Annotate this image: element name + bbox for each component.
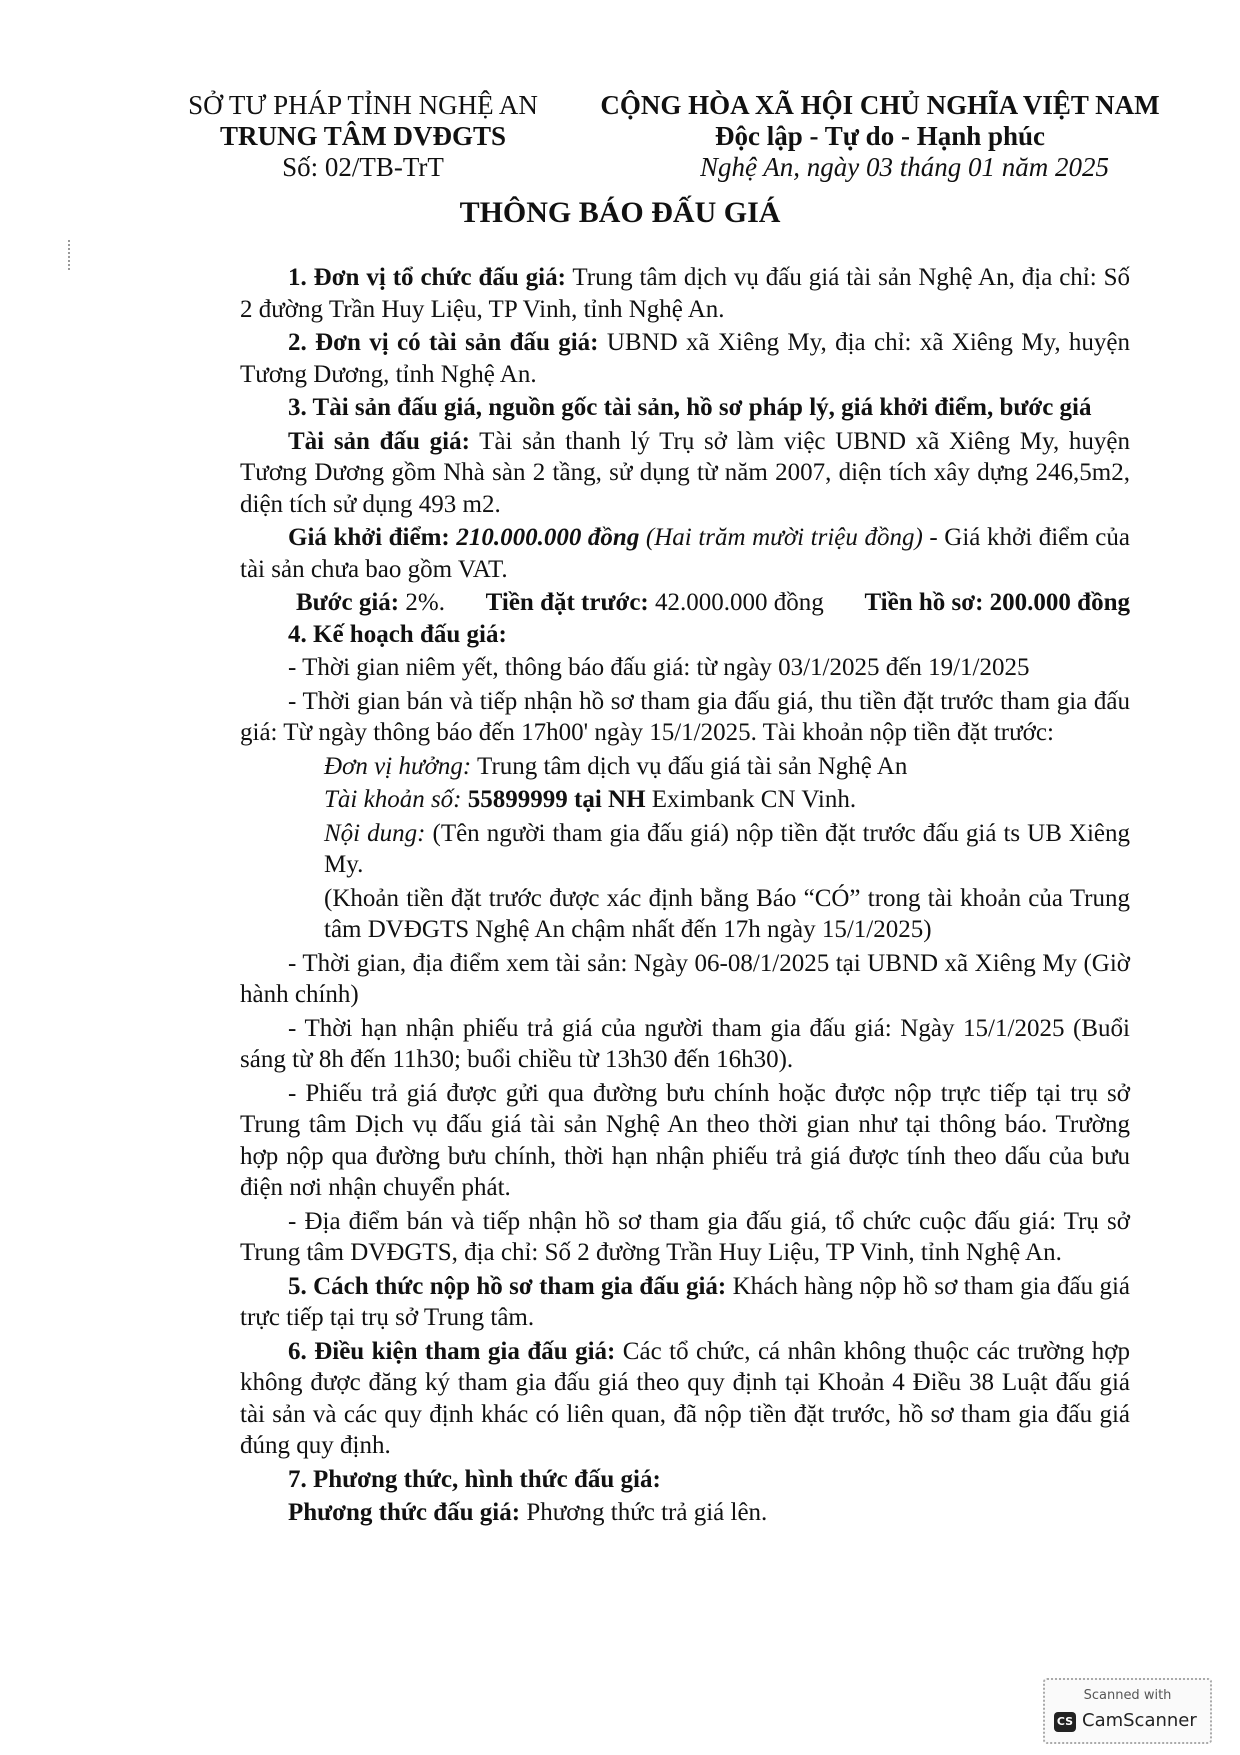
beneficiary-label: Đơn vị hưởng: — [324, 752, 472, 780]
nation-block — [580, 90, 1180, 152]
beneficiary — [240, 751, 1130, 783]
transfer-content-label: Nội dung: — [324, 819, 426, 847]
issue-date: Nghệ An, ngày 03 tháng 01 năm 2025 — [700, 152, 1109, 182]
section-5-label: 5. Cách thức nộp hồ sơ tham gia đấu giá: — [288, 1272, 727, 1300]
section-3-heading: 3. Tài sản đấu giá, nguồn gốc tài sản, hồ sơ pháp lý, giá khởi điểm, bước giá — [288, 394, 1092, 421]
plan-item-5: - Phiếu trả giá được gửi qua đường bưu chính hoặc được nộp trực tiếp tại trụ sở Trung tâm Dịch vụ đấu giá tài sản Nghệ An theo thời gian như tại thông báo. Trường hợp nộp qua đường bưu chính, thời hạn nhận phiếu trả giá được tính theo dấu của bưu điện nơi nhận chuyển phát. — [240, 1079, 1130, 1201]
bid-step-label: Bước giá: — [296, 589, 400, 616]
camscanner-logo-icon: CS — [1054, 1712, 1076, 1732]
dossier-fee — [864, 587, 1130, 619]
asset-description — [240, 426, 1130, 521]
account-number: 55899999 tại NH — [461, 786, 646, 813]
section-5 — [240, 1271, 1130, 1334]
plan-item-4: - Thời hạn nhận phiếu trả giá của người tham gia đấu giá: Ngày 15/1/2025 (Buổi sáng từ 8h đến 11h30; buổi chiều từ 13h30 đến 16h30). — [240, 1014, 1130, 1073]
account — [240, 784, 1130, 816]
margin-dots — [68, 240, 74, 270]
deposit — [486, 587, 824, 619]
beneficiary-value: Trung tâm dịch vụ đấu giá tài sản Nghệ An — [471, 752, 908, 780]
page-title: THÔNG BÁO ĐẤU GIÁ — [459, 196, 781, 229]
issuer-block — [168, 90, 558, 183]
deposit-value: 42.000.000 đồng — [648, 589, 824, 616]
section-4-heading: 4. Kế hoạch đấu giá: — [288, 620, 507, 648]
bid-step — [296, 587, 445, 619]
bid-terms-row — [240, 587, 1130, 619]
starting-price-label: Giá khởi điểm: — [288, 524, 450, 551]
bid-step-value: 2%. — [399, 589, 445, 616]
section-1 — [240, 262, 1130, 325]
issuer-department: SỞ TƯ PHÁP TỈNH NGHỆ AN — [188, 90, 538, 120]
deposit-label: Tiền đặt trước: — [485, 589, 649, 616]
transfer-content — [240, 818, 1130, 881]
document-body — [240, 262, 1130, 1531]
plan-item-6: - Địa điểm bán và tiếp nhận hồ sơ tham gia đấu giá, tổ chức cuộc đấu giá: Trụ sở Trung tâm DVĐGTS, địa chỉ: Số 2 đường Trần Huy Liệu, TP Vinh, tỉnh Nghệ An. — [240, 1207, 1130, 1266]
motto: Độc lập - Tự do - Hạnh phúc — [714, 121, 1046, 151]
starting-price-note: - Giá khởi điểm của tài sản chưa bao gồm VAT. — [240, 524, 1130, 583]
nation-title: CỘNG HÒA XÃ HỘI CHỦ NGHĨA VIỆT NAM — [600, 90, 1160, 120]
section-7-heading: 7. Phương thức, hình thức đấu giá: — [288, 1465, 661, 1493]
starting-price-words: (Hai trăm mười triệu đồng) — [639, 524, 923, 551]
starting-price-value: 210.000.000 đồng — [449, 524, 640, 551]
deposit-note: (Khoản tiền đặt trước được xác định bằng Báo “CÓ” trong tài khoản của Trung tâm DVĐGTS Nghệ An chậm nhất đến 17h ngày 15/1/2025) — [324, 884, 1130, 943]
section-2 — [240, 327, 1130, 390]
plan-item-3: - Thời gian, địa điểm xem tài sản: Ngày 06-08/1/2025 tại UBND xã Xiêng My (Giờ hành chính) — [240, 949, 1130, 1008]
auction-method-label: Phương thức đấu giá: — [288, 1499, 521, 1526]
account-label: Tài khoản số: — [324, 786, 462, 813]
plan-item-1: - Thời gian niêm yết, thông báo đấu giá: từ ngày 03/1/2025 đến 19/1/2025 — [288, 654, 1030, 681]
starting-price — [240, 522, 1130, 585]
scanner-caption: Scanned with — [1083, 1688, 1172, 1703]
section-1-label: 1. Đơn vị tổ chức đấu giá: — [288, 264, 566, 291]
section-6 — [240, 1336, 1130, 1462]
asset-label: Tài sản đấu giá: — [288, 427, 470, 455]
section-5-text: Khách hàng nộp hồ sơ tham gia đấu giá trực tiếp tại trụ sở Trung tâm. — [240, 1272, 1130, 1331]
section-6-label: 6. Điều kiện tham gia đấu giá: — [288, 1337, 616, 1365]
camscanner-watermark — [1043, 1678, 1212, 1744]
asset-text: Tài sản thanh lý Trụ sở làm việc UBND xã Xiêng My, huyện Tương Dương gồm Nhà sàn 2 tầng, sử dụng từ năm 2007, diện tích xây dựng 246,5m2, diện tích sử dụng 493 m2. — [240, 427, 1130, 518]
account-bank: Eximbank CN Vinh. — [645, 786, 857, 813]
section-2-text: UBND xã Xiêng My, địa chỉ: xã Xiêng My, huyện Tương Dương, tỉnh Nghệ An. — [240, 329, 1131, 388]
dossier-fee-label: Tiền hồ sơ: — [864, 589, 984, 616]
section-1-text: Trung tâm dịch vụ đấu giá tài sản Nghệ An, địa chỉ: Số 2 đường Trần Huy Liệu, TP Vinh, tỉnh Nghệ An. — [240, 264, 1131, 323]
plan-item-2: - Thời gian bán và tiếp nhận hồ sơ tham gia đấu giá, thu tiền đặt trước tham gia đấu giá: Từ ngày thông báo đến 17h00' ngày 15/1/2025. Tài khoản nộp tiền đặt trước: — [240, 687, 1130, 746]
scanner-brand: CamScanner — [1082, 1710, 1197, 1731]
auction-method — [240, 1497, 1130, 1529]
transfer-content-value: (Tên người tham gia đấu giá) nộp tiền đặt trước đấu giá ts UB Xiêng My. — [324, 819, 1130, 878]
issuer-center: TRUNG TÂM DVĐGTS — [219, 121, 507, 151]
section-6-text: Các tổ chức, cá nhân không thuộc các trường hợp không được đăng ký tham gia đấu giá theo quy định tại Khoản 4 Điều 38 Luật đấu giá tài sản và các quy định khác có liên quan, đã nộp tiền đặt trước, hồ sơ tham gia đấu giá đúng quy định. — [240, 1337, 1130, 1459]
dossier-fee-value: 200.000 đồng — [983, 589, 1130, 616]
document-number: Số: 02/TB-TrT — [282, 152, 444, 182]
section-2-label: 2. Đơn vị có tài sản đấu giá: — [288, 329, 599, 356]
auction-method-value: Phương thức trả giá lên. — [520, 1499, 768, 1526]
